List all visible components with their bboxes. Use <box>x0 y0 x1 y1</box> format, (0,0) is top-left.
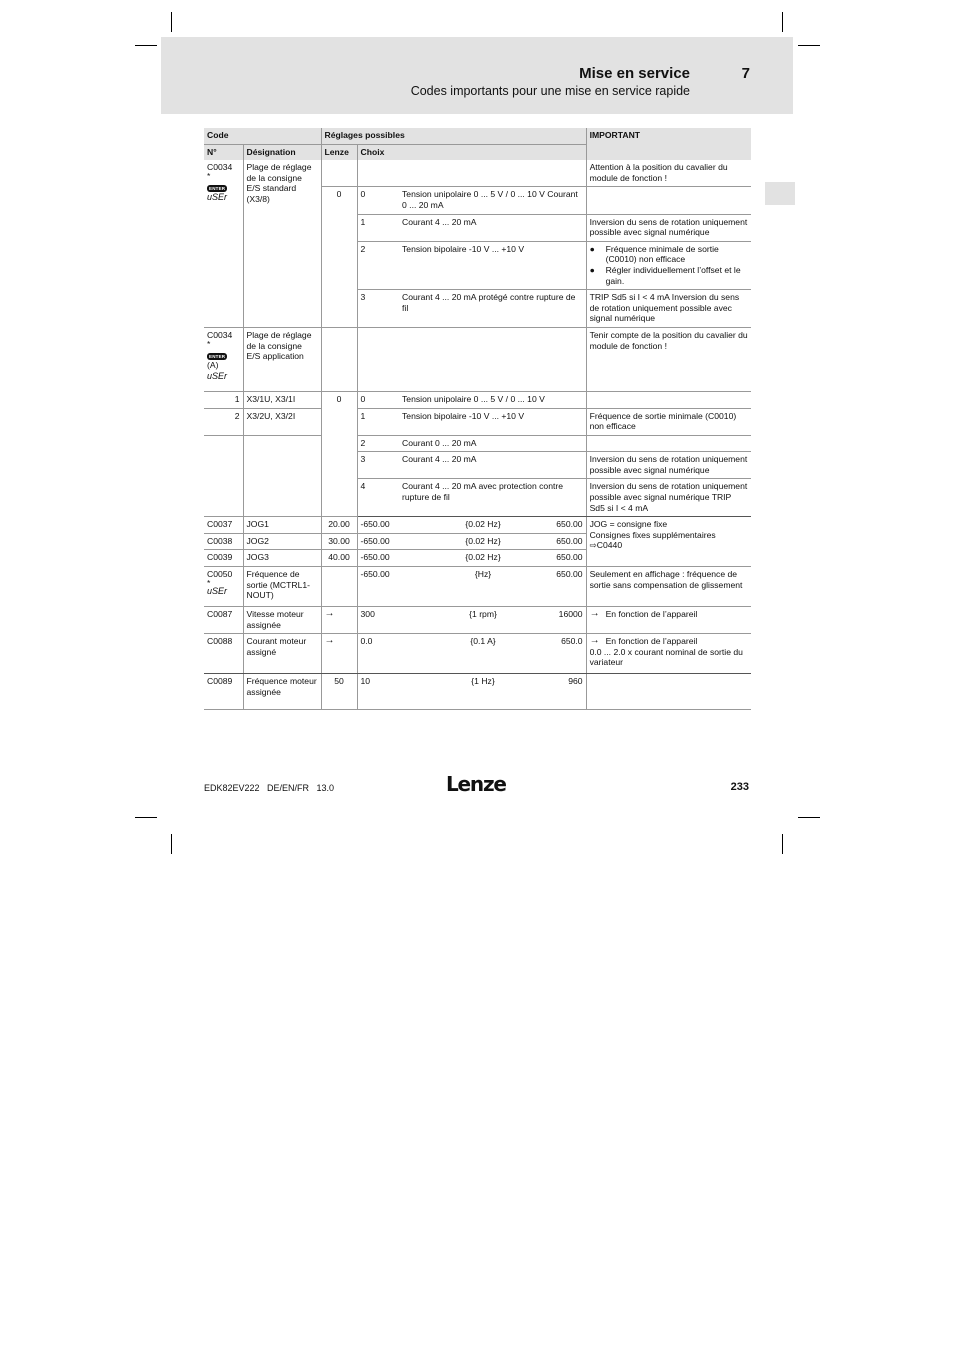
star-marker: * <box>207 577 211 588</box>
header-code: Code <box>204 128 321 144</box>
choice-description: Courant 4 ... 20 mA avec protection contre rupture de fil <box>399 479 586 517</box>
range-step: {0.02 Hz} <box>443 517 523 534</box>
section-subtitle: Codes importants pour une mise en service rapide <box>410 84 690 98</box>
range-min: 10 <box>357 674 443 710</box>
arrow-icon: → <box>321 607 357 634</box>
user-menu-icon: uSEr <box>207 370 228 381</box>
choice-description: Courant 0 ... 20 mA <box>399 435 586 452</box>
code-c0087: C0087 <box>204 607 243 634</box>
choice-note: Inversion du sens de rotation uniquement possible avec signal numérique TRIP Sd5 si I < 4 mA <box>586 479 751 517</box>
jog-note: Consignes fixes supplémentaires <box>589 529 716 540</box>
range-step: {Hz} <box>443 567 523 607</box>
sub-code-name: X3/2U, X3/2I <box>243 408 321 435</box>
designation: JOG3 <box>243 550 321 567</box>
choice-note: Inversion du sens de rotation uniquement possible avec signal numérique <box>586 452 751 479</box>
designation: Vitesse moteur assignée <box>243 607 321 634</box>
arrow-icon: → <box>321 634 357 674</box>
arrow-icon: → <box>589 608 600 620</box>
range-step: {0.1 A} <box>443 634 523 674</box>
page-number: 233 <box>730 781 749 793</box>
chapter-number: 7 <box>741 65 750 82</box>
designation-c0034: Plage de réglage de la consigne E/S standard (X3/8) <box>243 160 321 327</box>
table-row <box>204 435 751 452</box>
choice-description: Tension unipolaire 0 ... 5 V / 0 ... 10 V Courant 0 ... 20 mA <box>399 187 586 214</box>
header-choix: Choix <box>357 144 586 160</box>
choice-number: 3 <box>357 452 399 479</box>
choice-number: 1 <box>357 214 399 241</box>
range-min: -650.00 <box>357 567 443 607</box>
lenze-value: 50 <box>321 674 357 710</box>
note-text: En fonction de l’appareil <box>605 609 698 620</box>
note-text: En fonction de l’appareil <box>605 636 698 647</box>
code-c0050: C0050 <box>207 569 233 580</box>
sub-code-number: 1 <box>204 391 243 408</box>
lenze-value: 30.00 <box>321 533 357 550</box>
table-row <box>204 674 751 710</box>
choice-number: 2 <box>357 241 399 289</box>
bullet-text: Fréquence minimale de sortie (C0010) non efficace <box>605 243 719 265</box>
choice-number: 0 <box>357 391 399 408</box>
table-row <box>204 391 751 408</box>
user-menu-icon: uSEr <box>207 192 228 203</box>
choice-description: Courant 4 ... 20 mA <box>399 452 586 479</box>
designation: JOG1 <box>243 517 321 534</box>
header-reglages: Réglages possibles <box>321 128 586 144</box>
code-c0038: C0038 <box>204 533 243 550</box>
sub-code-name: X3/1U, X3/1I <box>243 391 321 408</box>
lenze-value: 20.00 <box>321 517 357 534</box>
designation: JOG2 <box>243 533 321 550</box>
bullet-icon: ● <box>589 264 595 275</box>
range-step: {1 Hz} <box>443 674 523 710</box>
table-row <box>204 408 751 435</box>
table-row <box>204 517 751 534</box>
table-row <box>204 160 751 187</box>
choice-note <box>586 391 751 408</box>
crop-mark <box>135 45 157 46</box>
code-c0039: C0039 <box>204 550 243 567</box>
variant-label: (A) <box>207 360 219 371</box>
choice-number: 4 <box>357 479 399 517</box>
choice-note <box>586 187 751 214</box>
crop-mark <box>135 817 157 818</box>
header-no: N° <box>204 144 243 160</box>
important-jog <box>586 517 751 567</box>
crop-mark <box>798 817 820 818</box>
choice-description: Tension unipolaire 0 ... 5 V / 0 ... 10 V <box>399 391 586 408</box>
designation: Fréquence de sortie (MCTRL1-NOUT) <box>243 567 321 607</box>
range-min: 0.0 <box>357 634 443 674</box>
lenze-value: 40.00 <box>321 550 357 567</box>
range-min: 300 <box>357 607 443 634</box>
range-max: 650.00 <box>523 567 586 607</box>
range-max: 16000 <box>523 607 586 634</box>
crop-mark <box>171 834 172 854</box>
crop-mark <box>782 12 783 32</box>
code-c0034: C0034 <box>207 162 233 173</box>
range-max: 960 <box>523 674 586 710</box>
chapter-title: Mise en service <box>579 65 690 82</box>
designation: Courant moteur assigné <box>243 634 321 674</box>
important-c0034: Attention à la position du cavalier du module de fonction ! <box>586 160 751 187</box>
star-marker: * <box>207 338 211 349</box>
crop-mark <box>782 834 783 854</box>
important-note: Seulement en affichage : fréquence de sortie sans compensation de glissement <box>586 567 751 607</box>
note-text: 0.0 ... 2.0 x courant nominal de sortie du variateur <box>589 646 743 668</box>
table-row <box>204 567 751 607</box>
important-note <box>586 634 751 674</box>
bullet-icon: ● <box>589 243 595 254</box>
range-max: 650.00 <box>523 517 586 534</box>
range-min: -650.00 <box>357 517 443 534</box>
lenze-value: 0 <box>321 187 357 328</box>
lenze-value: 0 <box>321 391 357 516</box>
range-max: 650.00 <box>523 550 586 567</box>
header-designation: Désignation <box>243 144 321 160</box>
chapter-tab <box>765 182 795 205</box>
document-reference: EDK82EV222 DE/EN/FR 13.0 <box>204 783 335 793</box>
designation: Fréquence moteur assignée <box>243 674 321 710</box>
arrow-icon: → <box>589 635 600 647</box>
code-c0089: C0089 <box>204 674 243 710</box>
range-max: 650.0 <box>523 634 586 674</box>
important-c0034-a: Tenir compte de la position du cavalier du module de fonction ! <box>586 327 751 391</box>
bullet-text: Régler individuellement l’offset et le gain. <box>605 264 741 286</box>
range-max: 650.00 <box>523 533 586 550</box>
jog-note: JOG = consigne fixe <box>589 519 668 530</box>
jog-reference: ⇨C0440 <box>589 540 623 551</box>
lenze-logo: Lenze <box>446 772 506 796</box>
range-step: {0.02 Hz} <box>443 533 523 550</box>
parameter-table <box>204 128 751 710</box>
header-lenze: Lenze <box>321 144 357 160</box>
enter-key-icon: ENTER <box>209 353 226 359</box>
choice-number: 1 <box>357 408 399 435</box>
important-note <box>586 607 751 634</box>
choice-note <box>586 435 751 452</box>
choice-note: Inversion du sens de rotation uniquement possible avec signal numérique <box>586 214 751 241</box>
table-row <box>204 327 751 391</box>
choice-description: Tension bipolaire -10 V ... +10 V <box>399 408 586 435</box>
choice-number: 3 <box>357 290 399 328</box>
page-header <box>161 37 793 114</box>
choice-number: 2 <box>357 435 399 452</box>
choice-note: TRIP Sd5 si I < 4 mA Inversion du sens de rotation uniquement possible avec signal numérique <box>586 290 751 328</box>
choice-description: Courant 4 ... 20 mA <box>399 214 586 241</box>
important-note <box>586 674 751 710</box>
range-min: -650.00 <box>357 533 443 550</box>
enter-key-icon: ENTER <box>209 185 226 191</box>
star-marker: * <box>207 170 211 181</box>
choice-description: Tension bipolaire -10 V ... +10 V <box>399 241 586 289</box>
code-c0088: C0088 <box>204 634 243 674</box>
choice-number: 0 <box>357 187 399 214</box>
code-c0037: C0037 <box>204 517 243 534</box>
code-c0034-a: C0034 <box>207 329 233 340</box>
range-step: {0.02 Hz} <box>443 550 523 567</box>
designation-c0034-a: Plage de réglage de la consigne E/S application <box>243 327 321 391</box>
table-row <box>204 634 751 674</box>
user-menu-icon: uSEr <box>207 585 228 596</box>
header-important: IMPORTANT <box>586 128 751 160</box>
crop-mark <box>798 45 820 46</box>
table-header-row <box>204 128 751 144</box>
table-row <box>204 607 751 634</box>
choice-description: Courant 4 ... 20 mA protégé contre rupture de fil <box>399 290 586 328</box>
range-step: {1 rpm} <box>443 607 523 634</box>
crop-mark <box>171 12 172 32</box>
choice-note <box>586 241 751 289</box>
choice-note: Fréquence de sortie minimale (C0010) non efficace <box>586 408 751 435</box>
range-min: -650.00 <box>357 550 443 567</box>
sub-code-number: 2 <box>204 408 243 435</box>
